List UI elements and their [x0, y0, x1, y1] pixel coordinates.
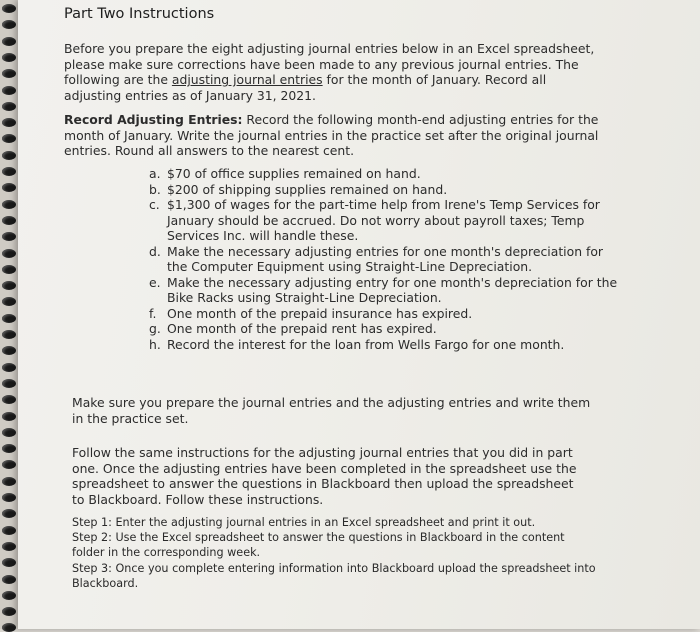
binding-ring	[2, 249, 16, 258]
list-item	[149, 321, 619, 337]
adjusting-entries-list	[149, 166, 619, 352]
binding-ring	[2, 623, 16, 632]
binding-ring	[2, 607, 16, 616]
binding-ring	[2, 412, 16, 421]
binding-ring	[2, 232, 16, 241]
binding-ring	[2, 183, 16, 192]
list-item	[149, 166, 619, 182]
record-text: Record the following month-end adjusting entries for the month of January. Write the journal entries in the practice set after the original journal entries. Round all answers to the nearest cent.	[64, 112, 599, 158]
binding-ring	[2, 69, 16, 78]
binding-ring	[2, 53, 16, 62]
binding-ring	[2, 297, 16, 306]
binding-ring	[2, 4, 16, 13]
list-marker: f.	[149, 305, 157, 321]
binding-ring	[2, 477, 16, 486]
list-item-text: Make the necessary adjusting entry for one month's depreciation for the Bike Racks using Straight-Line Depreciation.	[167, 274, 618, 305]
list-item	[149, 182, 619, 198]
binding-ring	[2, 542, 16, 551]
binding-ring	[2, 346, 16, 355]
binding-ring	[2, 460, 16, 469]
list-marker: a.	[149, 166, 161, 181]
follow-instructions-paragraph: Follow the same instructions for the adjusting journal entries that you did in part one. Once the adjusting entries have been completed in the spreadsheet use the spreadsheet to answer the questions in Blackboard then upload the spreadsheet to Blackboard. Follow these instructions.	[72, 445, 577, 507]
list-marker: g.	[149, 321, 161, 336]
binding-ring	[2, 151, 16, 160]
list-item-text: One month of the prepaid rent has expired.	[167, 321, 437, 336]
binding-ring	[2, 379, 16, 388]
record-paragraph	[64, 112, 604, 159]
steps-block	[72, 515, 597, 591]
binding-ring	[2, 281, 16, 290]
list-item	[149, 275, 619, 306]
binding-ring	[2, 37, 16, 46]
binding-ring	[2, 102, 16, 111]
binding-ring	[2, 330, 16, 339]
list-item-text: $70 of office supplies remained on hand.	[167, 166, 421, 181]
intro-after: for the month of January. Record all adjusting entries as of January 31, 2021.	[64, 72, 547, 103]
binding-ring	[2, 591, 16, 600]
binding-ring	[2, 493, 16, 502]
step-2: Step 2: Use the Excel spreadsheet to answer the questions in Blackboard in the content folder in the corresponding week.	[72, 531, 565, 560]
list-marker: b.	[149, 181, 161, 197]
list-item-text: One month of the prepaid insurance has expired.	[167, 305, 473, 321]
list-item-text: Record the interest for the loan from Wells Fargo for one month.	[167, 336, 565, 352]
binding-ring	[2, 20, 16, 29]
intro-before: Before you prepare the eight adjusting journal entries below in an Excel spreadsheet, please make sure corrections have been made to any previous journal entries. The following are the	[64, 41, 595, 87]
binding-ring	[2, 575, 16, 584]
list-item	[149, 337, 619, 353]
binding-ring	[2, 363, 16, 372]
record-heading: Record Adjusting Entries:	[64, 112, 243, 127]
binding-ring	[2, 509, 16, 518]
page-title: Part Two Instructions	[64, 6, 215, 22]
list-marker: h.	[149, 336, 161, 352]
binding-ring	[2, 444, 16, 453]
list-item-text: $200 of shipping supplies remained on hand.	[167, 181, 448, 197]
binding-ring	[2, 526, 16, 535]
binding-ring	[2, 558, 16, 567]
list-item	[149, 244, 619, 275]
list-item	[149, 306, 619, 322]
list-item-text: $1,300 of wages for the part-time help from Irene's Temp Services for January should be accrued. Do not worry about payroll taxes; Temp Services Inc. will handle these.	[167, 197, 600, 243]
binding-ring	[2, 86, 16, 95]
intro-paragraph	[64, 41, 604, 103]
binding-ring	[2, 216, 16, 225]
step-1: Step 1: Enter the adjusting journal entries in an Excel spreadsheet and print it out.	[72, 516, 536, 529]
list-marker: c.	[149, 197, 160, 212]
binding-ring	[2, 265, 16, 274]
binding-ring	[2, 314, 16, 323]
list-item	[149, 197, 619, 244]
practice-set-note: Make sure you prepare the journal entries and the adjusting entries and write them in the practice set.	[72, 395, 591, 426]
step-3: Step 3: Once you complete entering information into Blackboard upload the spreadsheet into Blackboard.	[72, 561, 596, 590]
binding-ring	[2, 167, 16, 176]
list-marker: d.	[149, 243, 161, 259]
document-page	[18, 0, 700, 629]
binding-ring	[2, 200, 16, 209]
binding-ring	[2, 134, 16, 143]
binding-ring	[2, 428, 16, 437]
list-marker: e.	[149, 274, 161, 290]
binding-ring	[2, 395, 16, 404]
adjusting-entries-link-text: adjusting journal entries	[171, 72, 323, 87]
list-item-text: Make the necessary adjusting entries for one month's depreciation for the Computer Equipment using Straight-Line Depreciation.	[167, 243, 604, 274]
binding-ring	[2, 118, 16, 127]
